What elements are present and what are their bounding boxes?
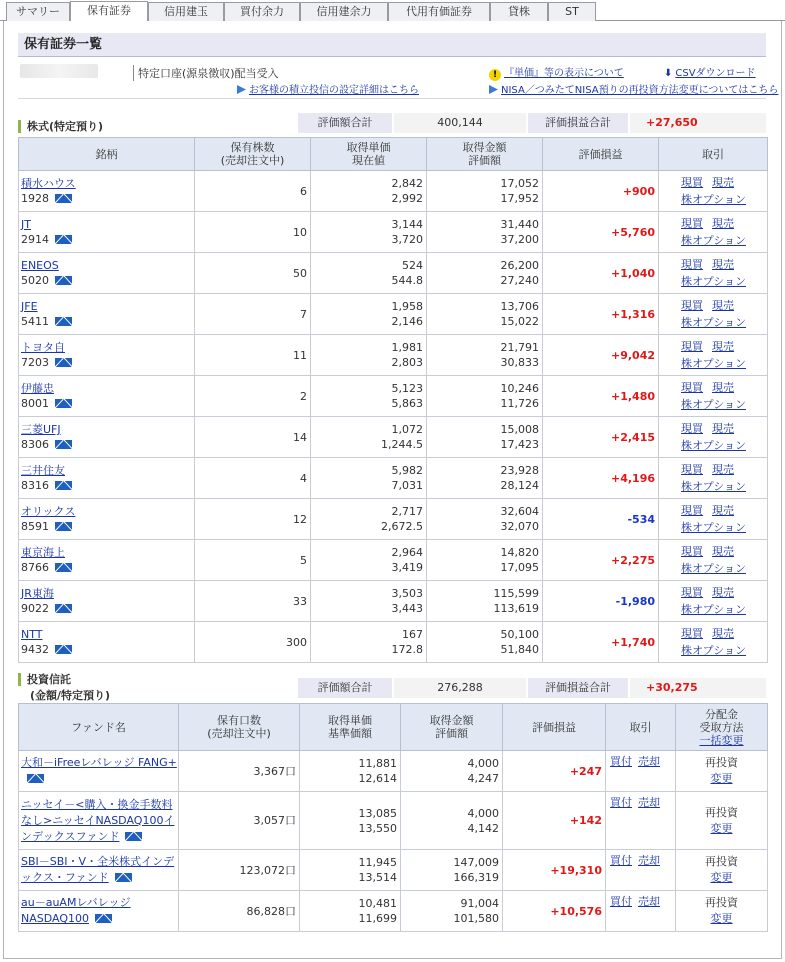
buy-cash-link[interactable]: 現買 [681,586,703,599]
col-header-qty: 保有株数 (売却注文中) [195,138,311,171]
distribution-change-link[interactable]: 変更 [710,821,733,835]
stock-option-link[interactable]: 株オプション [681,234,747,247]
fund-pl: +142 [503,792,606,850]
stock-code: 8316 [21,479,49,492]
reserve-settings-link[interactable]: お客様の積立投信の設定詳細はこちら [249,85,419,96]
stock-code: 8001 [21,397,49,410]
stock-cost-price: 3,144 3,720 [311,212,427,253]
stock-name-cell [19,294,195,335]
buy-cash-link[interactable]: 現買 [681,217,703,230]
stock-name-link[interactable]: 三井住友 [21,464,65,477]
buy-cash-link[interactable]: 現買 [681,340,703,353]
stock-name-cell [19,253,195,294]
table-row [19,540,768,581]
stock-option-link[interactable]: 株オプション [681,480,747,493]
tab-margin-positions[interactable]: 信用建玉 [148,2,224,21]
mail-icon[interactable] [55,399,72,408]
fund-name-cell [19,891,179,932]
stock-trade-cell [659,540,768,581]
stock-pl: +1,740 [543,622,659,663]
funds-eval-total: 276,288 [394,678,526,698]
fund-cost-nav: 11,881 12,614 [300,751,401,792]
stock-amount-value: 115,599 113,619 [427,581,543,622]
stock-name-link[interactable]: 三菱UFJ [21,423,61,436]
fund-col-header-pl: 評価損益 [503,704,606,751]
stocks-summary [298,113,766,133]
sell-cash-link[interactable]: 現売 [712,217,734,230]
stock-amount-value: 10,246 11,726 [427,376,543,417]
stock-option-link[interactable]: 株オプション [681,562,747,575]
stock-name-link[interactable]: JR東海 [21,587,54,600]
mail-icon[interactable] [55,235,72,244]
table-row [19,622,768,663]
stock-pl: +5,760 [543,212,659,253]
stock-trade-cell [659,335,768,376]
stock-amount-value: 31,440 37,200 [427,212,543,253]
account-name-redacted [20,64,98,78]
fund-amount-value: 4,000 4,142 [401,792,503,850]
mail-icon[interactable] [125,832,142,841]
stock-cost-price: 2,717 2,672.5 [311,499,427,540]
reserve-link-wrap [237,81,419,96]
stock-trade-cell [659,171,768,212]
fund-sell-link[interactable]: 売却 [638,895,660,908]
stock-amount-value: 32,604 32,070 [427,499,543,540]
fund-trade-cell [606,751,676,792]
mail-icon[interactable] [55,563,72,572]
table-row [19,294,768,335]
stock-name-cell [19,376,195,417]
table-row [19,891,768,932]
stock-qty: 6 [195,171,311,212]
page-title: 保有証券一覧 [18,33,766,57]
fund-name-link[interactable]: SBI－SBI・V・全米株式インデックス・ファンド [21,855,175,884]
stock-name-link[interactable]: トヨタ自 [21,341,65,354]
funds-table [18,703,768,932]
buy-cash-link[interactable]: 現買 [681,504,703,517]
tab-buying-power[interactable]: 買付余力 [224,2,300,21]
stock-cost-price: 5,123 5,863 [311,376,427,417]
sell-cash-link[interactable]: 現売 [712,258,734,271]
tab-margin-power[interactable]: 信用建余力 [300,2,388,21]
distribution-change-link[interactable]: 変更 [710,871,733,884]
sell-cash-link[interactable]: 現売 [712,299,734,312]
stock-cost-price: 1,958 2,146 [311,294,427,335]
stock-qty: 33 [195,581,311,622]
stock-cost-price: 3,503 3,443 [311,581,427,622]
fund-trade-cell [606,792,676,850]
stock-qty: 300 [195,622,311,663]
fund-buy-link[interactable]: 買付 [610,755,632,768]
table-row [19,458,768,499]
stock-code: 8306 [21,438,49,451]
fund-col-header-cost: 取得単価 基準価額 [300,704,401,751]
tab-collateral[interactable]: 代用有価証券 [388,2,490,21]
stock-pl: +1,040 [543,253,659,294]
csv-link-wrap [664,64,756,79]
table-row [19,335,768,376]
stock-code: 1928 [21,192,49,205]
stock-trade-cell [659,376,768,417]
fund-name-link[interactable]: 大和－iFreeレバレッジ FANG+ [21,756,177,769]
reinvest-label: 再投資 [705,855,738,868]
bulk-change-link[interactable]: 一括変更 [699,733,744,747]
stock-cost-price: 524 544.8 [311,253,427,294]
stock-amount-value: 14,820 17,095 [427,540,543,581]
account-type: 特定口座(源泉徴収)配当受入 [133,65,279,81]
tab-st[interactable]: ST [548,2,596,21]
fund-col-header-qty: 保有口数 (売却注文中) [179,704,300,751]
funds-section-subtitle: (金額/特定預り) [30,689,111,702]
mail-icon[interactable] [115,873,132,882]
sell-cash-link[interactable]: 現売 [712,627,734,640]
mail-icon[interactable] [55,522,72,531]
reinvest-label: 再投資 [705,756,738,769]
stock-name-cell [19,335,195,376]
fund-name-cell [19,850,179,891]
fund-name-link[interactable]: ニッセイ－<購入・換金手数料なし>ニッセイNASDAQ100インデックスファンド [21,797,175,843]
stock-name-link[interactable]: 積水ハウス [21,177,76,190]
fund-buy-link[interactable]: 買付 [610,895,632,908]
sell-cash-link[interactable]: 現売 [712,381,734,394]
stocks-pl-label: 評価損益合計 [528,113,628,133]
col-header-pl: 評価損益 [543,138,659,171]
table-row [19,850,768,891]
fund-cost-nav: 13,085 13,550 [300,792,401,850]
stock-trade-cell [659,581,768,622]
fund-pl: +247 [503,751,606,792]
funds-eval-label: 評価額合計 [298,678,392,698]
stock-qty: 11 [195,335,311,376]
stock-qty: 4 [195,458,311,499]
stock-pl: +1,316 [543,294,659,335]
sell-cash-link[interactable]: 現売 [712,545,734,558]
fund-col-header-distribution: 分配金 受取方法 一括変更 [676,704,768,751]
stock-name-cell [19,458,195,499]
table-row [19,581,768,622]
fund-qty: 3,057口 [179,792,300,850]
stock-qty: 12 [195,499,311,540]
reinvest-label: 再投資 [705,805,738,819]
buy-cash-link[interactable]: 現買 [681,545,703,558]
fund-cost-nav: 10,481 11,699 [300,891,401,932]
tab-bar [0,0,785,21]
stock-option-link[interactable]: 株オプション [681,275,747,288]
mail-icon[interactable] [55,194,72,203]
tab-holdings[interactable]: 保有証券 [70,1,148,21]
unit-price-link[interactable]: 『単価』等の表示について [504,68,624,79]
mail-icon[interactable] [55,358,72,367]
stock-qty: 14 [195,417,311,458]
distribution-change-link[interactable]: 変更 [710,772,733,785]
fund-sell-link[interactable]: 売却 [638,796,660,809]
fund-distribution-cell [676,850,768,891]
stock-code: 8766 [21,561,49,574]
stock-option-link[interactable]: 株オプション [681,193,747,206]
fund-pl: +10,576 [503,891,606,932]
stock-pl: -534 [543,499,659,540]
stock-name-link[interactable]: 伊藤忠 [21,382,54,395]
col-header-name: 銘柄 [19,138,195,171]
fund-col-header-trade: 取引 [606,704,676,751]
stock-code: 5411 [21,315,49,328]
buy-cash-link[interactable]: 現買 [681,422,703,435]
csv-download-link[interactable]: CSVダウンロード [675,68,756,79]
stock-option-link[interactable]: 株オプション [681,357,747,370]
stocks-section-title: 株式(特定預り) [18,120,103,133]
stock-qty: 5 [195,540,311,581]
stock-code: 2914 [21,233,49,246]
fund-amount-value: 147,009 166,319 [401,850,503,891]
fund-trade-cell [606,850,676,891]
stocks-table [18,137,768,663]
warning-icon: ! [489,69,501,81]
stock-cost-price: 2,964 3,419 [311,540,427,581]
mail-icon[interactable] [55,276,72,285]
stock-option-link[interactable]: 株オプション [681,316,747,329]
table-row [19,792,768,850]
stock-amount-value: 21,791 30,833 [427,335,543,376]
stock-amount-value: 17,052 17,952 [427,171,543,212]
fund-qty: 86,828口 [179,891,300,932]
fund-name-cell [19,751,179,792]
stock-cost-price: 1,072 1,244.5 [311,417,427,458]
stock-name-cell [19,171,195,212]
col-header-trade: 取引 [659,138,768,171]
arrow-right-icon [489,85,498,94]
buy-cash-link[interactable]: 現買 [681,299,703,312]
stock-pl: +900 [543,171,659,212]
stock-name-cell [19,212,195,253]
col-header-amount: 取得金額 評価額 [427,138,543,171]
stock-cost-price: 5,982 7,031 [311,458,427,499]
sell-cash-link[interactable]: 現売 [712,504,734,517]
table-row [19,212,768,253]
stock-name-cell [19,417,195,458]
unit-price-link-wrap [489,64,624,81]
fund-qty: 123,072口 [179,850,300,891]
stocks-eval-total: 400,144 [394,113,526,133]
stock-name-cell [19,622,195,663]
stock-amount-value: 26,200 27,240 [427,253,543,294]
sell-cash-link[interactable]: 現売 [712,463,734,476]
stock-amount-value: 15,008 17,423 [427,417,543,458]
fund-name-cell [19,792,179,850]
stock-name-link[interactable]: JT [21,218,31,231]
fund-col-header-amount: 取得金額 評価額 [401,704,503,751]
mail-icon[interactable] [95,914,112,923]
tab-summary[interactable]: サマリー [6,2,70,21]
stock-name-cell [19,540,195,581]
stock-qty: 50 [195,253,311,294]
table-row [19,417,768,458]
sell-cash-link[interactable]: 現売 [712,586,734,599]
stock-option-link[interactable]: 株オプション [681,439,747,452]
stock-name-cell [19,499,195,540]
fund-distribution-cell [676,891,768,932]
stock-trade-cell [659,458,768,499]
stock-option-link[interactable]: 株オプション [681,644,747,657]
fund-sell-link[interactable]: 売却 [638,854,660,867]
funds-pl-total: +30,275 [630,678,766,698]
stock-name-cell [19,581,195,622]
stock-cost-price: 167 172.8 [311,622,427,663]
fund-sell-link[interactable]: 売却 [638,755,660,768]
fund-trade-cell [606,891,676,932]
fund-buy-link[interactable]: 買付 [610,796,632,809]
tab-stock-lending[interactable]: 貸株 [490,2,548,21]
stock-qty: 7 [195,294,311,335]
fund-name-link[interactable]: au－auAMレバレッジ NASDAQ100 [21,896,131,925]
table-row [19,376,768,417]
stock-pl: +4,196 [543,458,659,499]
fund-amount-value: 4,000 4,247 [401,751,503,792]
table-row [19,253,768,294]
stock-pl: +2,275 [543,540,659,581]
funds-section-title: 投資信託 [18,673,71,686]
mail-icon[interactable] [55,440,72,449]
stock-trade-cell [659,253,768,294]
stock-cost-price: 1,981 2,803 [311,335,427,376]
funds-pl-label: 評価損益合計 [528,678,628,698]
stock-name-link[interactable]: 東京海上 [21,546,65,559]
stock-name-link[interactable]: NTT [21,628,43,641]
stocks-pl-total: +27,650 [630,113,766,133]
buy-cash-link[interactable]: 現買 [681,176,703,189]
fund-col-header-name: ファンド名 [19,704,179,751]
mail-icon[interactable] [55,481,72,490]
distribution-change-link[interactable]: 変更 [710,912,733,925]
stock-qty: 2 [195,376,311,417]
fund-distribution-cell [676,792,768,850]
stocks-eval-label: 評価額合計 [298,113,392,133]
buy-cash-link[interactable]: 現買 [681,627,703,640]
stock-name-link[interactable]: ENEOS [21,259,59,272]
table-row [19,751,768,792]
stock-trade-cell [659,417,768,458]
stock-code: 5020 [21,274,49,287]
stock-trade-cell [659,622,768,663]
fund-buy-link[interactable]: 買付 [610,854,632,867]
download-icon: ⬇ [664,68,673,79]
table-row [19,171,768,212]
stock-code: 8591 [21,520,49,533]
stock-trade-cell [659,499,768,540]
stock-name-link[interactable]: JFE [21,300,38,313]
arrow-right-icon [237,85,246,94]
divider [18,98,766,99]
sell-cash-link[interactable]: 現売 [712,340,734,353]
sell-cash-link[interactable]: 現売 [712,422,734,435]
sell-cash-link[interactable]: 現売 [712,176,734,189]
stock-option-link[interactable]: 株オプション [681,398,747,411]
stock-option-link[interactable]: 株オプション [681,521,747,534]
table-row [19,499,768,540]
fund-pl: +19,310 [503,850,606,891]
stock-code: 7203 [21,356,49,369]
buy-cash-link[interactable]: 現買 [681,463,703,476]
nisa-link-wrap [489,81,778,96]
fund-amount-value: 91,004 101,580 [401,891,503,932]
stock-pl: +2,415 [543,417,659,458]
stock-amount-value: 50,100 51,840 [427,622,543,663]
stock-pl: -1,980 [543,581,659,622]
buy-cash-link[interactable]: 現買 [681,258,703,271]
stock-qty: 10 [195,212,311,253]
stock-trade-cell [659,212,768,253]
mail-icon[interactable] [55,645,72,654]
fund-distribution-cell [676,751,768,792]
stock-amount-value: 23,928 28,124 [427,458,543,499]
fund-qty: 3,367口 [179,751,300,792]
mail-icon[interactable] [27,774,44,783]
mail-icon[interactable] [55,317,72,326]
stock-option-link[interactable]: 株オプション [681,603,747,616]
col-header-cost: 取得単価 現在値 [311,138,427,171]
stock-amount-value: 13,706 15,022 [427,294,543,335]
funds-summary [298,678,766,698]
fund-cost-nav: 11,945 13,514 [300,850,401,891]
stock-name-link[interactable]: オリックス [21,505,76,518]
nisa-reinvest-link[interactable]: NISA／つみたてNISA預りの再投資方法変更についてはこちら [501,85,779,96]
stock-code: 9432 [21,643,49,656]
reinvest-label: 再投資 [705,896,738,909]
mail-icon[interactable] [55,604,72,613]
buy-cash-link[interactable]: 現買 [681,381,703,394]
stock-pl: +9,042 [543,335,659,376]
stock-cost-price: 2,842 2,992 [311,171,427,212]
stock-pl: +1,480 [543,376,659,417]
stock-code: 9022 [21,602,49,615]
stock-trade-cell [659,294,768,335]
